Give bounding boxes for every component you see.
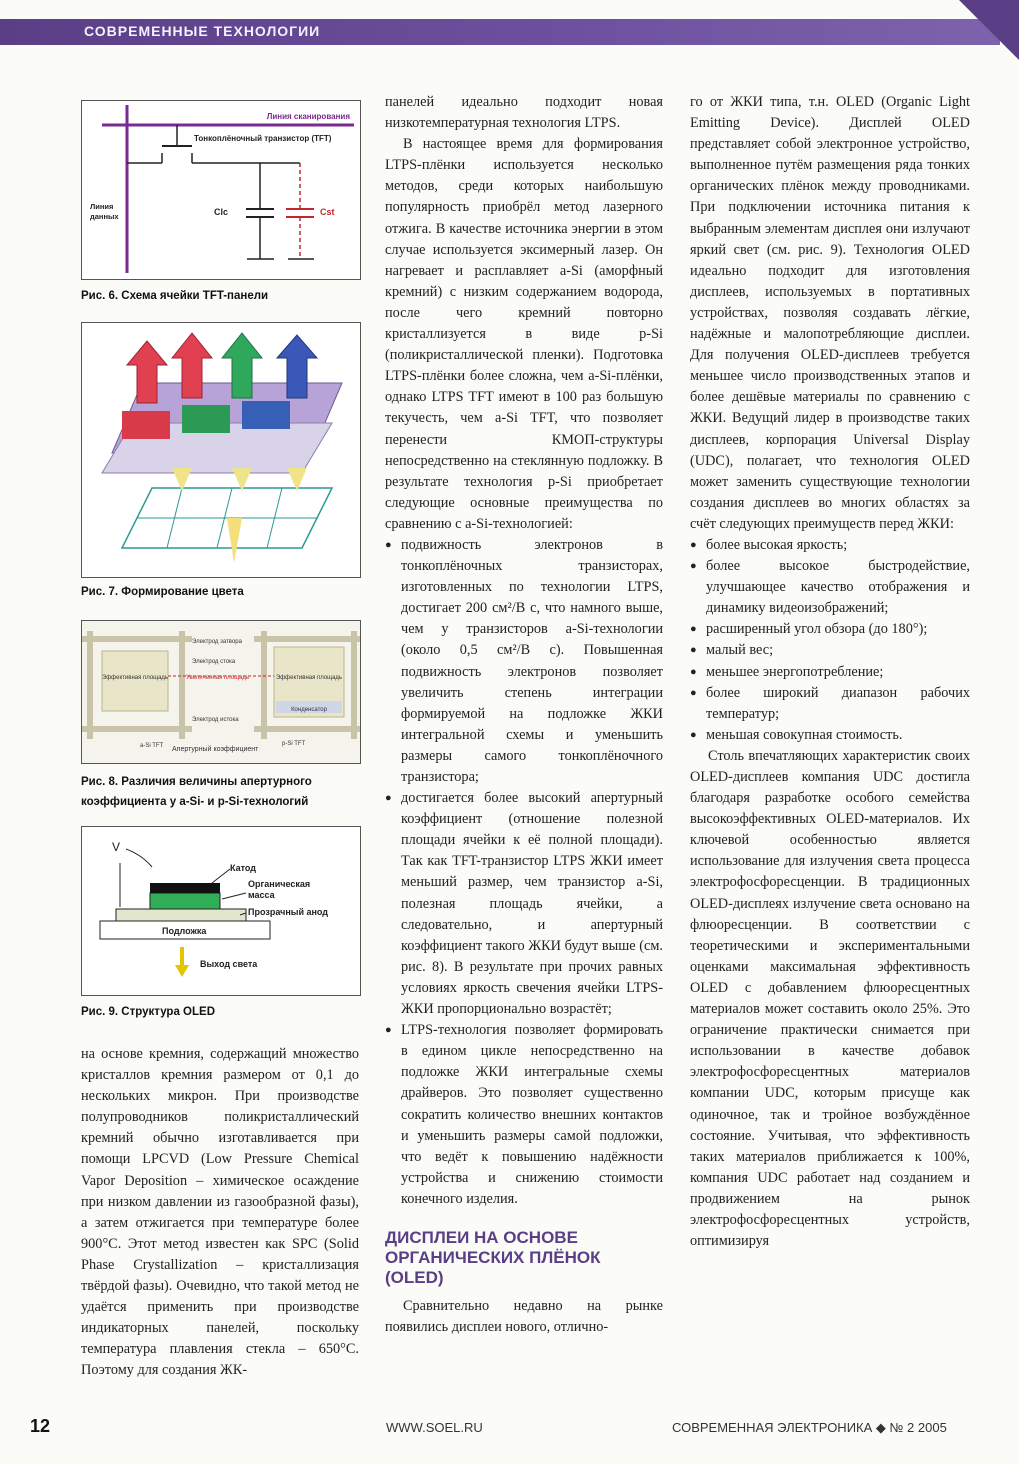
figure-7-color-formation bbox=[81, 322, 361, 578]
cathode-label: Катод bbox=[230, 863, 256, 873]
section-title: СОВРЕМЕННЫЕ ТЕХНОЛОГИИ bbox=[84, 23, 321, 39]
organic-label-1: Органическая bbox=[248, 879, 311, 889]
paragraph: В настоящее время для формирования LTPS-плёнки используется несколько методов, среди которых наибольшую популярность приобрёл метод лазерного отжига. В качестве источника энергии в этом случае используется эксимерный лазер. Он нагревает и расплавляет a-Si (аморфный кремний) с низким содержанием водорода, после чего кремний повторно кристаллизуется в виде p-Si (поликристаллической пленки). Подготовка LTPS-плёнки более сложна, чем a-Si-плёнки, однако LTPS TFT имеют в 100 раз большую текучесть, чем a-Si TFT, что позволяет перенести КМОП-структуры непосредственно на стеклянную подложку. В результате технология p-Si приобретает следующие основные преимущества по сравнению с a-Si-технологией: bbox=[385, 136, 663, 532]
clc-label: Clc bbox=[214, 207, 229, 217]
list-item: ● более широкий диапазон рабочих температур; bbox=[690, 683, 970, 725]
list-item: ● более высокое быстродействие, улучшающее качество отображения и динамику видеоизображений; bbox=[690, 556, 970, 619]
figure-7-caption: Рис. 7. Формирование цвета bbox=[81, 586, 244, 598]
page-number: 12 bbox=[30, 1416, 51, 1436]
figure-6-caption: Рис. 6. Схема ячейки TFT-панели bbox=[81, 290, 269, 302]
aperture-label: Апертурный коэффициент bbox=[172, 746, 259, 753]
gate-electrode-label: Электрод затвора bbox=[192, 639, 242, 645]
corner-decoration bbox=[959, 0, 1019, 60]
drain-electrode-label: Электрод стока bbox=[192, 659, 236, 665]
paragraph: Столь впечатляющих характеристик своих OLED-дисплеев компания UDC достигла благодаря разработке особого семейства высокоэффективных OLED-материалов. Их ключевой особенностью является использование для излучения света процесса электрофосфоресценции. В традиционных OLED-дисплеях излучение света основано на флюоресценции. В соответствии с теоретическими и экспериментальными оценками максимальная эффективность OLED с добавлением флюоресцентных материалов может составить около 25%. Это ограничение практически снимается при использовании в качестве добавок электрофосфоресцентных материалов компании UDC, которым присуще как одиночное, так и тройное возбуждённое состояние. Учитывая, что эффективность таких материалов приближается к 100%, компания UDC работает над созданием и продвижением на рынок электрофосфоресцентных устройств, оптимизируя bbox=[690, 747, 970, 1250]
light-output-label: Выход света bbox=[200, 959, 258, 969]
text-column-2 bbox=[385, 92, 663, 1338]
data-line-label-1: Линия bbox=[90, 202, 114, 211]
cst-label: Cst bbox=[320, 207, 335, 217]
anode-label: Прозрачный анод bbox=[248, 907, 329, 917]
scan-line-label: Линия сканирования bbox=[266, 112, 350, 121]
journal-info: СОВРЕМЕННАЯ ЭЛЕКТРОНИКА ◆ № 2 2005 bbox=[672, 1420, 947, 1435]
text-column-1 bbox=[81, 1044, 359, 1382]
tft-label: Тонкоплёночный транзистор (TFT) bbox=[194, 134, 332, 143]
heading-line: ОРГАНИЧЕСКИХ ПЛЁНОК bbox=[385, 1247, 601, 1267]
figure-6-tft-cell-schematic bbox=[81, 100, 361, 280]
heading-line: (OLED) bbox=[385, 1267, 444, 1287]
figure-8-caption-line-2: коэффициента у a-Si- и p-Si-технологий bbox=[81, 796, 309, 808]
effective-area-label-asi: Эффективная площадь bbox=[101, 675, 169, 681]
figure-9-oled-structure bbox=[81, 826, 361, 996]
list-item: ● достигается более высокий апертурный коэффициент (отношение полезной площади ячейки к её полной площади). Так как TFT-транзистор LTPS ЖКИ имеет меньший размер, чем транзистор a-Si, полезная площадь ячейки, а следовательно, и апертурный коэффициент такого ЖКИ будут выше (см. рис. 8). В результате при прочих равных условиях яркость свечения ячейки LTPS-ЖКИ пропорционально возрастёт; bbox=[385, 788, 663, 1020]
heading-line: ДИСПЛЕИ НА ОСНОВЕ bbox=[385, 1227, 578, 1247]
figure-9-caption: Рис. 9. Структура OLED bbox=[81, 1006, 215, 1018]
substrate-label: Подложка bbox=[162, 926, 207, 936]
organic-label-2: масса bbox=[248, 890, 275, 900]
site-url: WWW.SOEL.RU bbox=[386, 1420, 483, 1435]
list-item: ● расширенный угол обзора (до 180°); bbox=[690, 619, 970, 640]
list-item: ● более высокая яркость; bbox=[690, 535, 970, 556]
data-line-label-2: данных bbox=[90, 212, 119, 221]
increased-area-label: Увеличенная площадь bbox=[186, 675, 249, 681]
list-item: ● меньшая совокупная стоимость. bbox=[690, 725, 970, 746]
voltage-label: V bbox=[112, 840, 121, 854]
bullet-list bbox=[690, 535, 970, 746]
paragraph: панелей идеально подходит новая низкотемпературная технология LTPS. bbox=[385, 94, 663, 132]
psi-tft-label: p-Si TFT bbox=[282, 741, 306, 747]
section-header-bar bbox=[0, 19, 1000, 45]
figure-8-caption-line-1: Рис. 8. Различия величины апертурного bbox=[81, 776, 312, 788]
section-heading bbox=[385, 1228, 663, 1288]
list-item: ● подвижность электронов в тонкоплёночных транзисторах, изготовленных по технологии LTPS, достигает 200 см²/В с, что намного выше, чем у транзисторов a-Si-технологии (около 0,5 см²/В с). Повышенная подвижность электронов позволяет увеличить степень интеграции формируемой на подложке ЖКИ интегральной схемы и уменьшить размеры самого тонкоплёночного транзистора; bbox=[385, 535, 663, 788]
paragraph: го от ЖКИ типа, т.н. OLED (Organic Light Emitting Device). Дисплей OLED представляет собой электронное устройство, выполненное путём размещения ряда тонких органических плёнок между проводниками. При подключении источника питания к выбранным элементам дисплея они излучают яркий свет (см. рис. 9). Технология OLED идеально подходит для изготовления дисплеев, используемых в портативных устройствах, позволяя создавать лёгкие, надёжные и малопотребляющие дисплеи. Для получения OLED-дисплеев требуется меньшее число производственных этапов и более дешёвые материалы по сравнению с ЖКИ. Ведущий лидер в производстве таких дисплеев, корпорация Universal Display (UDC), полагает, что технология OLED может заменить существующие технологии создания дисплеев во многих областях за счёт следующих преимуществ перед ЖКИ: bbox=[690, 94, 970, 532]
list-item: ● LTPS-технология позволяет формировать в едином цикле непосредственно на подложке ЖКИ интегральные схемы драйверов. Это позволяет существенно сократить количество внешних контактов и уменьшить размеры самой подложки, что ведёт к повышению надёжности устройства и снижению стоимости конечного изделия. bbox=[385, 1020, 663, 1210]
paragraph: на основе кремния, содержащий множество кристаллов кремния размером от 0,1 до нескольких микрон. При производстве полупроводников поликристаллический кремний обычно изготавливается при помощи LPCVD (Low Pressure Chemical Vapor Deposition – химическое осаждение при низком давлении из газообразной фазы), а затем отжигается при температуре более 900°C. Этот метод известен как SPC (Solid Phase Crystallization – кристаллизация твёрдой фазы). Очевидно, что такой метод не удаётся применить при производстве индикаторных панелей, поскольку температура плавления стекла – 650°C. Поэтому для создания ЖК- bbox=[81, 1046, 359, 1379]
capacitor-label: Конденсатор bbox=[291, 707, 327, 713]
list-item: ● малый вес; bbox=[690, 640, 970, 661]
effective-area-label-psi: Эффективная площадь bbox=[275, 675, 343, 681]
source-electrode-label: Электрод истока bbox=[192, 717, 239, 723]
text-column-3 bbox=[690, 92, 970, 1252]
asi-tft-label: a-Si TFT bbox=[140, 743, 164, 749]
figure-8-aperture-ratio bbox=[81, 620, 361, 764]
list-item: ● меньшее энергопотребление; bbox=[690, 662, 970, 683]
bullet-list bbox=[385, 535, 663, 1210]
paragraph: Сравнительно недавно на рынке появились дисплеи нового, отлично- bbox=[385, 1297, 663, 1336]
